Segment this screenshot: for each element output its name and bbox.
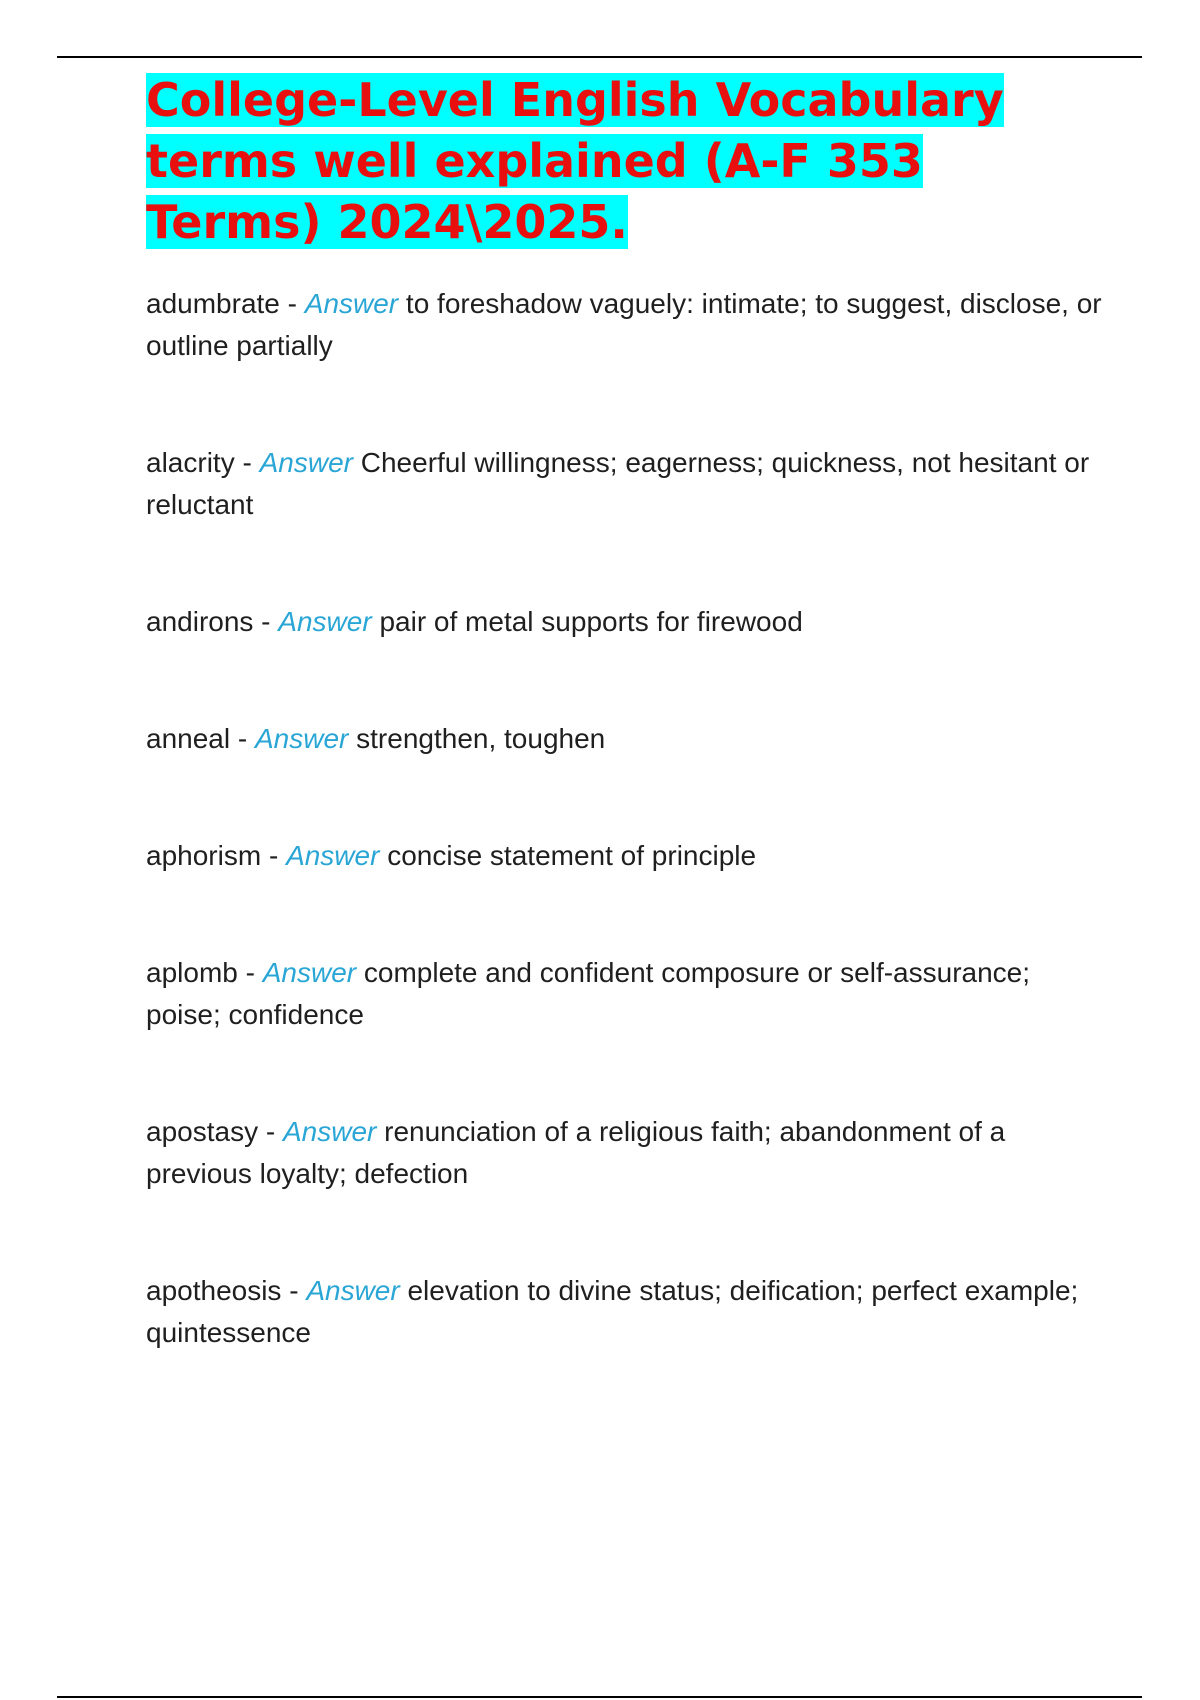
answer-label: Answer — [254, 723, 349, 754]
entry-separator: - — [279, 288, 305, 319]
entry-term: andirons — [146, 606, 254, 637]
vocab-entry — [146, 952, 1106, 1036]
entry-term: aphorism — [146, 840, 262, 871]
entry-term: aplomb — [146, 957, 238, 988]
document-body — [146, 70, 1106, 1429]
vocab-entry — [146, 718, 1106, 760]
entry-separator: - — [234, 447, 260, 478]
vocab-entry — [146, 601, 1106, 643]
answer-label: Answer — [282, 1116, 377, 1147]
entry-separator: - — [261, 840, 287, 871]
answer-label: Answer — [262, 957, 357, 988]
entry-term: alacrity — [146, 447, 235, 478]
answer-label: Answer — [304, 288, 399, 319]
title-highlight: College-Level English Vocabulary terms well explained (A-F 353 Terms) 2024\2025. — [146, 73, 1004, 249]
vocab-entry — [146, 835, 1106, 877]
entry-separator: - — [230, 723, 255, 754]
entry-definition: pair of metal supports for firewood — [379, 606, 803, 637]
bottom-rule — [57, 1696, 1142, 1698]
vocab-entry — [146, 1111, 1106, 1195]
vocab-entry — [146, 442, 1106, 526]
answer-label: Answer — [286, 840, 380, 871]
entry-term: apotheosis — [146, 1275, 282, 1306]
entry-term: adumbrate — [146, 288, 280, 319]
entry-definition: elevation to divine status; deification; perfect example; quintessence — [146, 1275, 1079, 1348]
entry-definition: strengthen, toughen — [356, 723, 606, 754]
entry-definition: concise statement of principle — [387, 840, 757, 871]
entry-separator: - — [237, 957, 263, 988]
document-title — [146, 70, 1106, 253]
answer-label: Answer — [306, 1275, 400, 1306]
answer-label: Answer — [259, 447, 353, 478]
entry-definition: Cheerful willingness; eagerness; quickness, not hesitant or reluctant — [146, 447, 1090, 520]
vocab-entry — [146, 1270, 1106, 1354]
entry-separator: - — [281, 1275, 307, 1306]
entry-term: anneal — [146, 723, 231, 754]
entry-definition: complete and confident composure or self-assurance; poise; confidence — [146, 957, 1031, 1030]
entry-definition: to foreshadow vaguely: intimate; to suggest, disclose, or outline partially — [146, 288, 1102, 361]
entry-definition: renunciation of a religious faith; abandonment of a previous loyalty; defection — [146, 1116, 1006, 1189]
entry-separator: - — [253, 606, 279, 637]
entry-separator: - — [258, 1116, 283, 1147]
answer-label: Answer — [278, 606, 372, 637]
vocab-entry — [146, 283, 1106, 367]
entry-term: apostasy — [146, 1116, 259, 1147]
top-rule — [57, 56, 1142, 58]
